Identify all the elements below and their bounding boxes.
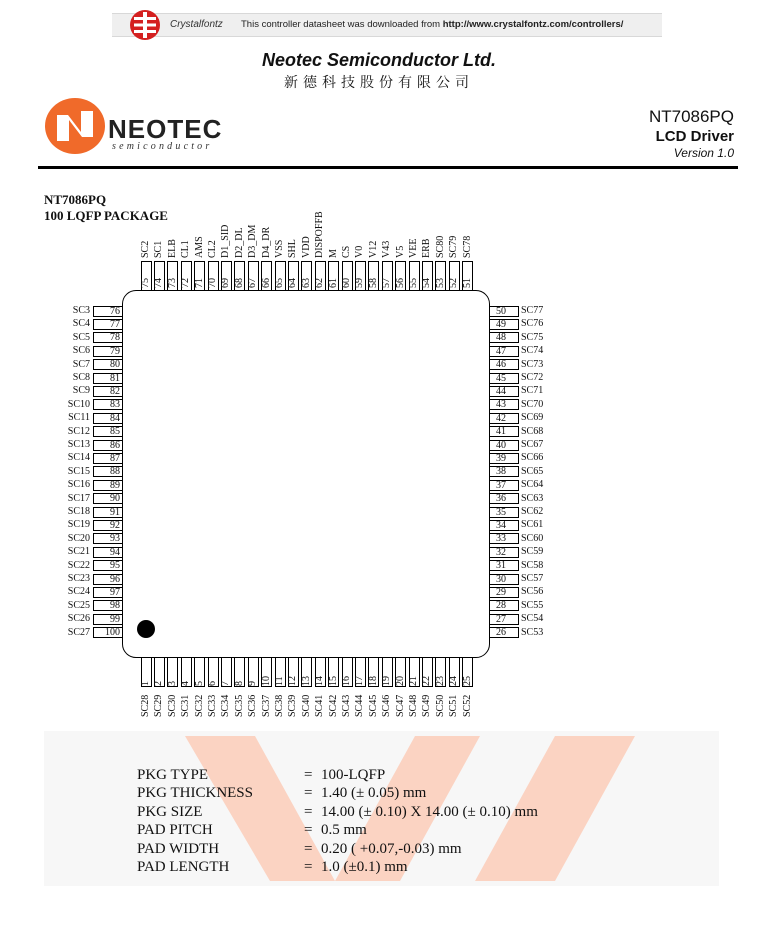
pin-number-bottom: 11: [274, 676, 285, 686]
spec-value: 1.40 (± 0.05) mm: [321, 785, 427, 802]
pin-label-left: SC27: [67, 626, 90, 638]
pin-number-bottom: 5: [193, 681, 205, 686]
pin-label-right: SC69: [521, 412, 544, 424]
pin-label-bottom: SC30: [166, 694, 178, 717]
pin-number-right: 27: [490, 614, 519, 625]
pin-number-bottom: 6: [207, 681, 218, 686]
pin-label-right: SC67: [521, 439, 544, 450]
banner-brand: Crystalfontz: [170, 19, 223, 30]
pin-label-right: SC71: [521, 385, 544, 397]
spec-label: PAD PITCH: [137, 822, 213, 839]
banner-text: [241, 19, 623, 30]
pin-label-left: SC22: [67, 559, 90, 571]
pin-number-right: 30: [490, 574, 519, 585]
pin-number-top: 58: [367, 278, 379, 288]
pin-number-top: 67: [247, 278, 259, 288]
pin-number-top: 68: [233, 278, 245, 288]
spec-equals: =: [304, 822, 313, 839]
pin-number-bottom: 25: [461, 676, 473, 686]
pin-number-top: 51: [461, 278, 473, 288]
pin-label-top: V0: [354, 245, 366, 258]
pin-number-right: 45: [490, 373, 519, 384]
pin-number-bottom: 15: [327, 676, 339, 686]
pin-number-left: 76: [93, 306, 122, 317]
pin-number-left: 92: [93, 520, 122, 531]
pin-label-top: V5: [394, 245, 406, 258]
pin-label-left: SC21: [67, 546, 90, 558]
pin-number-top: 54: [421, 278, 433, 288]
spec-value: 0.20 ( +0.07,-0.03) mm: [321, 840, 462, 857]
pin-number-right: 48: [490, 332, 519, 343]
pin-label-left: SC5: [72, 331, 90, 343]
pin-number-bottom: 23: [434, 676, 446, 686]
spec-label: PAD LENGTH: [137, 859, 230, 875]
pin-number-bottom: 4: [180, 681, 192, 686]
pin-label-left: SC15: [67, 465, 90, 477]
pin-number-right: 31: [490, 560, 519, 571]
pin-label-right: SC62: [521, 506, 544, 517]
spec-value: 100-LQFP: [321, 767, 386, 783]
pin-number-right: 29: [490, 587, 519, 598]
pin-label-bottom: SC50: [434, 694, 446, 717]
pin-label-bottom: SC44: [354, 694, 366, 717]
document-version: Version 1.0: [673, 146, 734, 160]
pin-number-left: 85: [93, 426, 122, 437]
pin-number-top: 64: [287, 278, 299, 288]
pin-label-right: SC55: [521, 599, 544, 611]
chip-body: [122, 290, 490, 658]
pin-number-top: 63: [300, 278, 312, 288]
pin-label-right: SC64: [521, 479, 544, 491]
logo-wordmark: NEOTEC: [108, 114, 223, 144]
pin-number-left: 82: [93, 386, 122, 397]
spec-value: 1.0 (±0.1) mm: [321, 859, 408, 875]
pin-label-bottom: SC33: [207, 694, 218, 717]
pin-label-top: ELB: [166, 239, 178, 258]
company-name: Neotec Semiconductor Ltd.: [261, 50, 497, 70]
pin-label-top: D3_DM: [247, 224, 259, 258]
pin-label-left: SC12: [67, 425, 90, 437]
document-role: LCD Driver: [655, 128, 734, 145]
pin-number-right: 43: [490, 399, 519, 410]
pin-number-bottom: 3: [166, 681, 178, 686]
pin-number-top: 69: [220, 278, 232, 288]
pin-label-left: SC10: [67, 398, 90, 410]
pin-label-right: SC76: [521, 318, 544, 330]
pin-number-top: 56: [394, 278, 406, 288]
pin-label-right: SC72: [521, 372, 544, 383]
pin-label-top: M: [327, 249, 339, 258]
pin-label-bottom: SC43: [341, 694, 352, 717]
pin-number-left: 93: [93, 533, 122, 544]
pin-label-right: SC61: [521, 519, 544, 531]
neotec-logo-icon: [44, 97, 106, 155]
pin-number-left: 98: [93, 600, 122, 611]
pin-number-right: 44: [490, 386, 519, 397]
part-number: NT7086PQ: [648, 107, 734, 126]
pin-label-right: SC63: [521, 492, 544, 504]
pin-label-bottom: SC45: [367, 694, 379, 717]
pin-label-bottom: SC49: [421, 694, 433, 717]
pin-number-bottom: 24: [448, 676, 460, 686]
pin-label-bottom: SC29: [153, 694, 165, 717]
pin-label-right: SC58: [521, 559, 544, 571]
pin-label-bottom: SC40: [300, 694, 312, 717]
pin-label-left: SC18: [67, 506, 90, 517]
pin-label-right: SC75: [521, 331, 544, 343]
pin-number-top: 73: [166, 278, 178, 288]
pin-number-left: 97: [93, 587, 122, 598]
pin-label-top: SC80: [434, 235, 446, 258]
pin-number-right: 42: [490, 413, 519, 424]
pin-label-bottom: SC36: [247, 694, 259, 717]
pin-label-top: D2_DL: [233, 227, 245, 258]
pin-label-right: SC54: [521, 613, 544, 625]
pin-number-top: 70: [207, 278, 218, 288]
pin-label-top: ERB: [421, 238, 433, 258]
pin-label-bottom: SC37: [260, 694, 272, 717]
pin-label-left: SC20: [67, 532, 90, 544]
pin-number-bottom: 7: [220, 681, 232, 686]
pin-number-left: 83: [93, 399, 122, 410]
pin-number-top: 74: [153, 278, 165, 288]
pin-label-top: CS: [341, 245, 352, 258]
pin-label-bottom: SC38: [274, 694, 285, 717]
pin-number-left: 91: [93, 507, 122, 518]
pin-label-bottom: SC47: [394, 694, 406, 717]
pin-label-top: VEE: [408, 238, 419, 258]
pin1-indicator-dot: [137, 620, 155, 638]
pin-label-left: SC4: [72, 318, 90, 330]
pin-label-bottom: SC39: [287, 694, 299, 717]
pin-label-left: SC3: [72, 305, 90, 316]
pin-label-left: SC16: [67, 479, 90, 491]
pin-number-top: 59: [354, 278, 366, 288]
pin-label-top: VDD: [300, 236, 312, 258]
spec-equals: =: [304, 785, 313, 802]
pin-label-left: SC19: [67, 519, 90, 531]
pin-number-left: 79: [93, 346, 122, 357]
pin-label-left: SC6: [72, 345, 90, 357]
banner-prefix: This controller datasheet was downloaded from: [241, 19, 443, 30]
pin-number-left: 94: [93, 547, 122, 558]
pin-label-left: SC9: [72, 385, 90, 397]
pin-label-right: SC68: [521, 425, 544, 437]
spec-value: 0.5 mm: [321, 822, 367, 839]
pin-label-right: SC73: [521, 358, 544, 370]
pin-number-right: 33: [490, 533, 519, 544]
pin-number-right: 50: [490, 306, 519, 317]
pin-label-top: VSS: [274, 239, 285, 258]
pin-number-right: 46: [490, 359, 519, 370]
package-title-type: 100 LQFP PACKAGE: [44, 208, 168, 223]
pin-label-bottom: SC34: [220, 694, 232, 717]
company-name-chinese: 新德科技股份有限公司: [284, 75, 474, 91]
pin-label-bottom: SC31: [180, 694, 192, 717]
pin-label-left: SC25: [67, 599, 90, 611]
pin-number-top: 62: [314, 278, 326, 288]
banner-url-link[interactable]: http://www.crystalfontz.com/controllers/: [442, 19, 624, 30]
pin-label-bottom: SC41: [314, 694, 326, 717]
pin-label-top: V43: [381, 240, 393, 258]
spec-equals: =: [304, 840, 313, 857]
pin-label-top: SC78: [461, 235, 473, 258]
spec-equals: =: [304, 767, 313, 783]
pin-label-right: SC77: [521, 305, 544, 316]
pin-number-left: 95: [93, 560, 122, 571]
pin-label-right: SC60: [521, 532, 544, 544]
header-divider: [38, 166, 738, 169]
pin-number-left: 84: [93, 413, 122, 424]
pin-number-bottom: 16: [341, 676, 352, 686]
pin-label-bottom: SC48: [408, 694, 419, 717]
pin-number-bottom: 20: [394, 676, 406, 686]
pin-label-right: SC65: [521, 465, 544, 477]
pin-label-left: SC8: [72, 372, 90, 383]
pin-number-right: 39: [490, 453, 519, 464]
pin-number-left: 81: [93, 373, 122, 384]
pin-number-top: 53: [434, 278, 446, 288]
pin-number-bottom: 9: [247, 681, 259, 686]
pin-number-top: 66: [260, 278, 272, 288]
crystalfontz-logo-icon: [128, 8, 162, 42]
spec-label: PKG THICKNESS: [137, 785, 253, 802]
pin-number-top: 57: [381, 278, 393, 288]
pin-label-bottom: SC42: [327, 694, 339, 717]
pin-label-top: CL1: [180, 240, 192, 258]
pin-label-top: SHL: [287, 239, 299, 258]
pin-label-right: SC56: [521, 586, 544, 598]
pin-number-left: 77: [93, 319, 122, 330]
pin-label-right: SC59: [521, 546, 544, 558]
pin-number-bottom: 21: [408, 676, 419, 686]
pin-label-bottom: SC51: [448, 694, 460, 717]
pin-label-right: SC74: [521, 345, 544, 357]
pin-label-left: SC26: [67, 613, 90, 625]
logo-tagline: semiconductor: [112, 141, 213, 152]
pin-number-bottom: 13: [300, 676, 312, 686]
pin-label-top: D1_SID: [220, 224, 232, 258]
pin-number-bottom: 2: [153, 681, 165, 686]
pin-label-right: SC57: [521, 573, 544, 584]
pin-number-bottom: 8: [233, 681, 245, 686]
pin-label-left: SC7: [72, 358, 90, 370]
pin-number-left: 90: [93, 493, 122, 504]
pin-label-top: DISPOFFB: [314, 211, 326, 258]
pin-number-bottom: 22: [421, 676, 433, 686]
pin-number-left: 86: [93, 440, 122, 451]
pin-number-left: 96: [93, 574, 122, 585]
pin-number-bottom: 17: [354, 676, 366, 686]
spec-equals: =: [304, 803, 313, 820]
pin-number-left: 78: [93, 332, 122, 343]
pin-number-right: 36: [490, 493, 519, 504]
pin-number-left: 99: [93, 614, 122, 625]
pin-label-left: SC17: [67, 492, 90, 504]
pin-number-top: 52: [448, 278, 460, 288]
pin-number-left: 87: [93, 453, 122, 464]
pin-label-bottom: SC46: [381, 694, 393, 717]
pin-number-top: 72: [180, 278, 192, 288]
pin-label-left: SC14: [67, 452, 90, 464]
pin-label-top: SC79: [448, 235, 460, 258]
pin-label-bottom: SC35: [233, 694, 245, 717]
pin-number-bottom: 19: [381, 676, 393, 686]
pin-label-top: SC1: [153, 240, 165, 258]
pin-number-bottom: 18: [367, 676, 379, 686]
pin-number-bottom: 1: [140, 681, 151, 686]
pin-label-top: V12: [367, 240, 379, 258]
pin-number-top: 65: [274, 278, 285, 288]
pin-number-top: 55: [408, 278, 419, 288]
spec-label: PAD WIDTH: [137, 840, 220, 857]
pin-number-right: 26: [490, 627, 519, 638]
pin-label-top: CL2: [207, 240, 218, 258]
pin-number-right: 32: [490, 547, 519, 558]
pin-number-right: 28: [490, 600, 519, 611]
pin-number-right: 35: [490, 507, 519, 518]
pin-number-right: 49: [490, 319, 519, 330]
pin-number-bottom: 14: [314, 676, 326, 686]
pin-label-left: SC24: [67, 586, 90, 598]
pin-number-right: 34: [490, 520, 519, 531]
pin-label-top: SC2: [140, 240, 151, 258]
pin-number-bottom: 10: [260, 676, 272, 686]
spec-equals: =: [304, 859, 313, 875]
pin-label-top: AMS: [193, 236, 205, 258]
pin-number-left: 88: [93, 466, 122, 477]
pin-label-bottom: SC32: [193, 694, 205, 717]
package-title-part: NT7086PQ: [44, 192, 107, 207]
pin-label-right: SC66: [521, 452, 544, 464]
spec-label: PKG TYPE: [137, 767, 208, 783]
pin-label-right: SC53: [521, 626, 544, 638]
pin-number-right: 37: [490, 480, 519, 491]
pin-label-bottom: SC28: [140, 694, 151, 717]
pin-label-left: SC11: [68, 412, 90, 424]
pin-number-top: 75: [140, 278, 151, 288]
pin-number-top: 61: [327, 278, 339, 288]
pin-label-right: SC70: [521, 398, 544, 410]
pin-number-right: 41: [490, 426, 519, 437]
spec-value: 14.00 (± 0.10) X 14.00 (± 0.10) mm: [321, 803, 538, 820]
pin-label-top: D4_DR: [260, 226, 272, 258]
pin-number-left: 100: [93, 627, 122, 638]
pin-number-left: 89: [93, 480, 122, 491]
pin-label-bottom: SC52: [461, 694, 473, 717]
pin-label-left: SC23: [67, 573, 90, 584]
pin-number-top: 60: [341, 278, 352, 288]
spec-label: PKG SIZE: [137, 803, 203, 820]
pin-number-right: 38: [490, 466, 519, 477]
pin-number-right: 47: [490, 346, 519, 357]
pin-number-top: 71: [193, 278, 205, 288]
pin-number-bottom: 12: [287, 676, 299, 686]
pin-number-right: 40: [490, 440, 519, 451]
pin-label-left: SC13: [67, 439, 90, 450]
pin-number-left: 80: [93, 359, 122, 370]
